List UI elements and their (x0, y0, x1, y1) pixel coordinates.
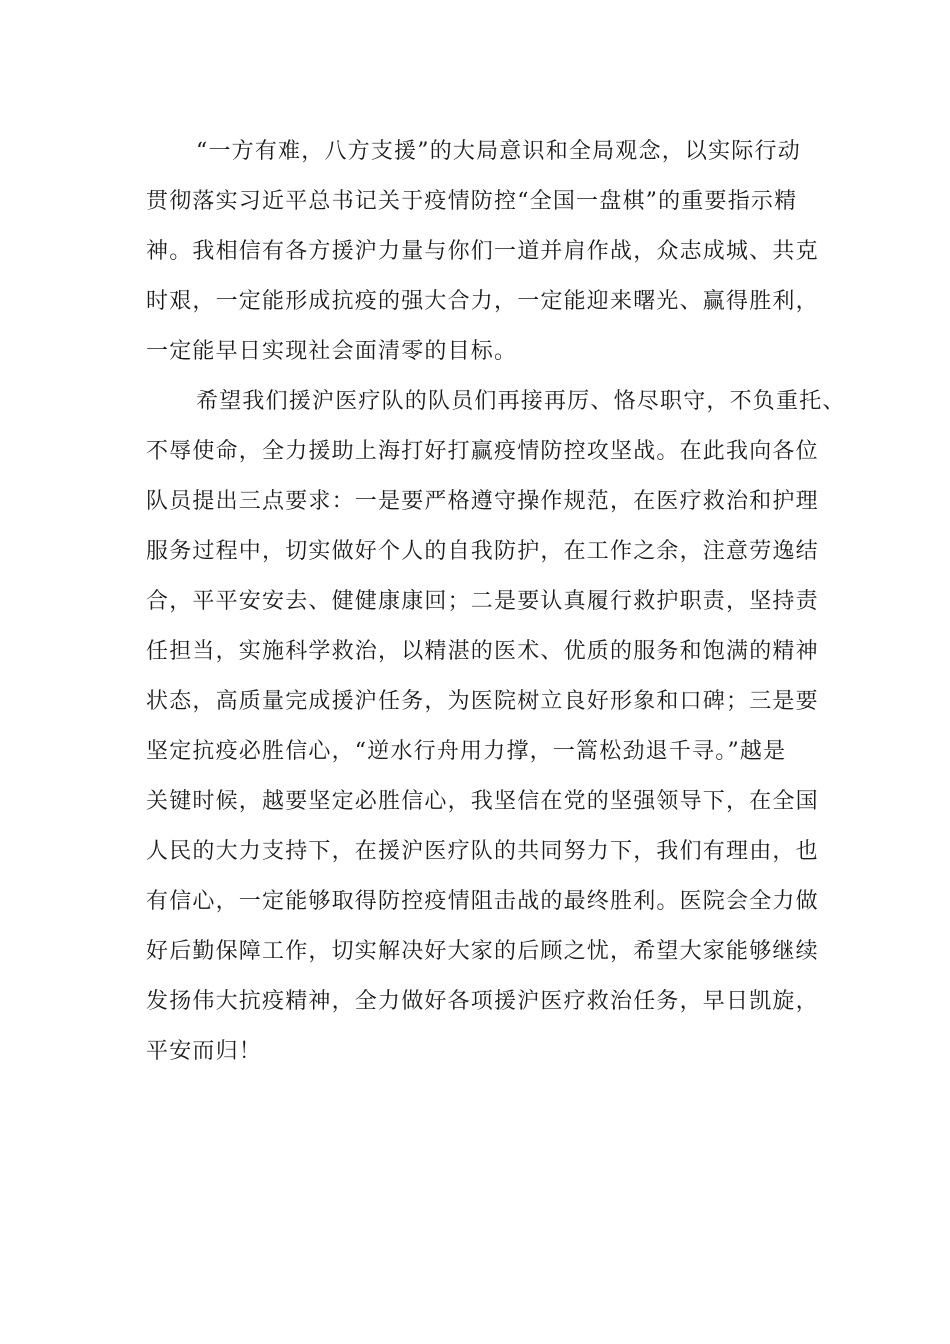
paragraph-2-line-2: 不辱使命，全力援助上海打好打赢疫情防控攻坚战。在此我向各位 (146, 439, 819, 464)
paragraph-2-line-6: 任担当，实施科学救治，以精湛的医术、优质的服务和饱满的精神 (146, 639, 819, 664)
paragraph-2-line-3: 队员提出三点要求：一是要严格遵守操作规范，在医疗救治和护理 (146, 489, 819, 514)
paragraph-2-line-7: 状态，高质量完成援沪任务，为医院树立良好形象和口碑；三是要 (146, 689, 819, 714)
paragraph-2-line-11: 有信心，一定能够取得防控疫情阻击战的最终胜利。医院会全力做 (146, 889, 819, 914)
paragraph-2-line-12: 好后勤保障工作，切实解决好大家的后顾之忧，希望大家能够继续 (146, 939, 819, 964)
paragraph-1-line-5: 一定能早日实现社会面清零的目标。 (146, 339, 518, 364)
paragraph-2-line-10: 人民的大力支持下，在援沪医疗队的共同努力下，我们有理由，也 (146, 839, 819, 864)
paragraph-2-line-4: 服务过程中，切实做好个人的自我防护，在工作之余，注意劳逸结 (146, 539, 819, 564)
paragraph-1-line-3: 神。我相信有各方援沪力量与你们一道并肩作战，众志成城、共克 (146, 239, 819, 264)
paragraph-1-line-2: 贯彻落实习近平总书记关于疫情防控“全国一盘棋”的重要指示精 (146, 189, 798, 214)
paragraph-2-line-14: 平安而归！ (146, 1039, 263, 1064)
paragraph-2-line-9: 关键时候，越要坚定必胜信心，我坚信在党的坚强领导下，在全国 (146, 789, 819, 814)
paragraph-2-line-8: 坚定抗疫必胜信心，“逆水行舟用力撑，一篙松劲退千寻。”越是 (146, 739, 787, 764)
paragraph-2-line-13: 发扬伟大抗疫精神，全力做好各项援沪医疗救治任务，早日凯旋， (146, 989, 819, 1014)
paragraph-1-line-4: 时艰，一定能形成抗疫的强大合力，一定能迎来曙光、赢得胜利， (146, 289, 819, 314)
paragraph-1-line-1: “一方有难，八方支援”的大局意识和全局观念，以实际行动 (196, 139, 801, 164)
paragraph-2-line-5: 合，平平安安去、健健康康回；二是要认真履行救护职责，坚持责 (146, 589, 819, 614)
paragraph-2-line-1: 希望我们援沪医疗队的队员们再接再厉、恪尽职守，不负重托、 (196, 389, 846, 414)
